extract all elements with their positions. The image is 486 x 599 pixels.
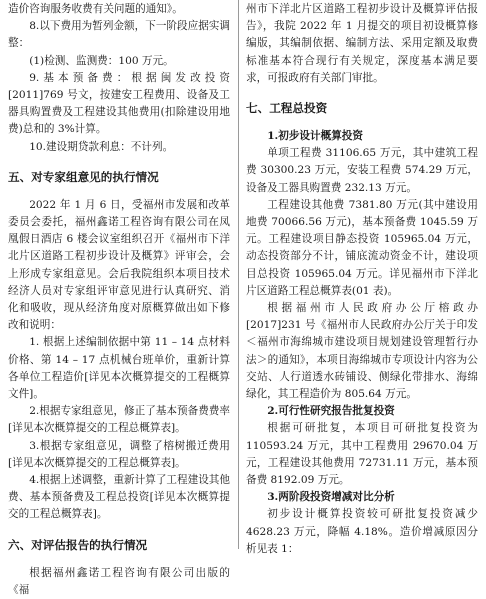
section-heading-expert-opinion: 五、对专家组意见的执行情况: [8, 169, 159, 184]
paragraph-comparison-analysis: 初步设计概算投资较可研批复投资减少 4628.23 万元，降幅 4.18%。造价增减原因分析见表 1：: [246, 508, 478, 555]
section-heading-total-investment: 七、工程总投资: [246, 101, 328, 116]
section-heading-evaluation-report: 六、对评估报告的执行情况: [8, 537, 148, 552]
paragraph-evaluation-report-continued: 州市下洋北片区道路工程初步设计及概算评估报告》，我院 2022 年 1 月提交的项目初设概算修编版，其编制依据、编制方法、采用定额及取费标准基本符合现行有关规定，深度基本满足要求，可报政府有关部门审批。: [246, 3, 478, 84]
paragraph-feasibility-investment: 根据可研批复，本项目可研批复投资为 110593.24 万元，其中工程费用 29670.04 万元，工程建设其他费用 72731.11 万元，基本预备费 8192.09 万元。: [246, 422, 478, 487]
paragraph-single-item-cost: 单项工程费 31106.65 万元，其中建筑工程费 30300.23 万元，安装工程费 574.29 万元，设备及工器具购置费 232.13 万元。: [246, 147, 478, 194]
subheading-feasibility-approval: 2.可行性研究报告批复投资: [267, 405, 395, 418]
paragraph-review-meeting: 2022 年 1 月 6 日，受福州市发展和改革委员会委托，福州鑫诺工程咨询有限公司在凤凰假日酒店 6 楼会议室组织召开《福州市下洋北片区道路工程初步设计及概算》评审会，会上形成专家组意见。会后我院组织本项目技术经济人员对专家组评审意见进行认真研究、消化和吸收，现从经济角度对原概算做出如下修改和说明：: [8, 198, 230, 332]
paragraph-other-costs: 工程建设其他费 7381.80 万元(其中建设用地费 70066.56 万元)，基本预备费 1045.59 万元。工程建设项目静态投资 105965.04 万元，动态投资部分不计，铺底流动资金不计，建设项目总投资 105965.04 万元。详见福州市下洋北片区道路工程总概算表(01 表)。: [246, 198, 478, 297]
paragraph-provisional-sum: 8.以下费用为暂列金额，下一阶段应据实调整：: [8, 20, 230, 50]
paragraph-loan-interest: 10.建设期贷款利息：不计列。: [29, 140, 174, 153]
paragraph-basic-reserve: 9.基本预备费：根据闽发改投资[2011]769 号文，按建安工程费用、设备及工器具购置费及工程建设其他费用(扣除建设用地费)总和的 3%计算。: [8, 71, 230, 136]
left-column: [8, 0, 230, 599]
paragraph-revision-1: 1. 根据上述编制依据中第 11 – 14 点材料价格、第 14 – 17 点机械台班单价，重新计算各单位工程造价[详见本次概算提交的工程概算文件]。: [8, 336, 230, 401]
paragraph-evaluation-report-start: 根据福州鑫诺工程咨询有限公司出版的《福: [8, 566, 230, 596]
paragraph-revision-4: 4.根据上述调整，重新计算了工程建设其他费、基本预备费及工程总投资[详见本次概算提交的工程总概算表]。: [8, 474, 230, 521]
paragraph-testing-fee: (1)检测、监测费：100 万元。: [29, 54, 174, 67]
subheading-two-stage-comparison: 3.两阶段投资增减对比分析: [267, 491, 395, 504]
paragraph-revision-3: 3.根据专家组意见，调整了榕树搬迁费用[详见本次概算提交的工程总概算表]。: [8, 439, 230, 469]
paragraph-consulting-fee-notice: 造价咨询服务收费有关问题的通知》。: [8, 3, 183, 15]
column-divider: [238, 0, 239, 549]
paragraph-revision-2: 2.根据专家组意见，修正了基本预备费费率[详见本次概算提交的工程总概算表]。: [8, 405, 230, 435]
subheading-preliminary-design-estimate: 1.初步设计概算投资: [267, 130, 363, 143]
paragraph-sponge-city: 根据福州市人民政府办公厅榕政办[2017]231 号《福州市人民政府办公厅关于印发＜福州市海绵城市建设项目规划建设管理暂行办法＞的通知》，本项目海绵城市专项设计内容为公交站、人行道透水砖铺设、侧绿化带排水、海绵绿化，其工程造价为 805.64 万元。: [246, 302, 478, 401]
right-column: [246, 0, 478, 558]
